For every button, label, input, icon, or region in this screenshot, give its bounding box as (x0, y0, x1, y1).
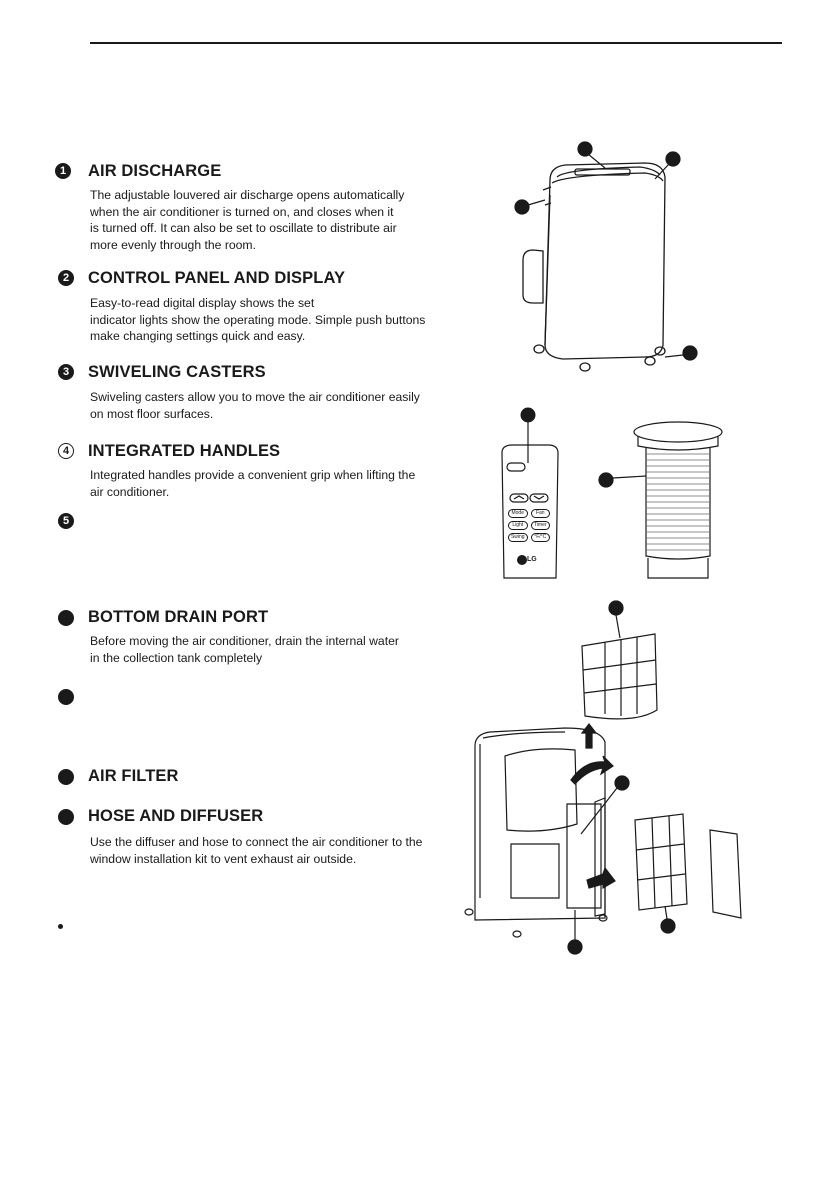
section-heading-integrated-handles: INTEGRATED HANDLES (88, 442, 281, 460)
exhaust-hose-illustration (590, 418, 730, 583)
section-body-integrated-handles (90, 467, 460, 500)
section-marker-2: 2 (58, 270, 74, 286)
bullet-dot (58, 924, 63, 929)
remote-button-grid (508, 509, 550, 542)
section-heading-air-discharge: AIR DISCHARGE (88, 162, 222, 180)
section-marker-5: 5 (58, 513, 74, 529)
remote-swing-button[interactable]: Swing (508, 533, 528, 542)
section-marker-1: 1 (55, 163, 71, 179)
body-line: The adjustable louvered air discharge opens automatically (90, 188, 405, 202)
body-line: when the air conditioner is turned on, and closes when it (90, 204, 394, 219)
body-line: window installation kit to vent exhaust air outside. (90, 851, 357, 866)
body-line: on most floor surfaces. (90, 406, 214, 421)
section-body-hose-and-diffuser (90, 834, 470, 867)
body-line: Before moving the air conditioner, drain the internal water (90, 634, 399, 648)
remote-brand-label: LG (527, 556, 537, 563)
section-body-swiveling-casters (90, 389, 460, 422)
body-line: more evenly through the room. (90, 237, 256, 252)
section-body-air-discharge (90, 187, 460, 253)
section-marker-9 (58, 809, 74, 825)
remote-fan-button[interactable]: Fan (531, 509, 551, 518)
body-line: make changing settings quick and easy. (90, 329, 306, 343)
section-heading-hose-and-diffuser: HOSE AND DIFFUSER (88, 807, 264, 825)
body-line: is turned off. It can also be set to oscillate to distribute air (90, 221, 397, 235)
section-heading-air-filter: AIR FILTER (88, 767, 179, 785)
section-marker-8 (58, 769, 74, 785)
remote-light-button[interactable]: Light (508, 521, 528, 530)
section-heading-swiveling-casters: SWIVELING CASTERS (88, 363, 266, 381)
body-line: air conditioner. (90, 484, 170, 499)
section-heading-bottom-drain-port: BOTTOM DRAIN PORT (88, 608, 269, 626)
air-conditioner-front-illustration (505, 135, 705, 380)
remote-unit-button[interactable]: °F/°C (531, 533, 551, 542)
body-line: Integrated handles provide a convenient grip when lifting the (90, 468, 416, 482)
section-marker-7 (58, 689, 74, 705)
section-marker-6 (58, 610, 74, 626)
section-body-control-panel (90, 295, 460, 345)
body-line: Easy-to-read digital display shows the set (90, 296, 315, 310)
top-rule (90, 42, 782, 44)
body-line: in the collection tank completely (90, 650, 263, 665)
body-line: Use the diffuser and hose to connect the air conditioner to the (90, 835, 423, 849)
section-body-bottom-drain-port (90, 633, 460, 666)
section-heading-control-panel: CONTROL PANEL AND DISPLAY (88, 269, 346, 287)
air-conditioner-rear-illustration (455, 598, 775, 958)
body-line: Swiveling casters allow you to move the air conditioner easily (90, 390, 420, 404)
section-marker-3: 3 (58, 364, 74, 380)
remote-mode-button[interactable]: Mode (508, 509, 528, 518)
remote-timer-button[interactable]: Timer (531, 521, 551, 530)
section-marker-4: 4 (58, 443, 74, 459)
body-line: indicator lights show the operating mode. Simple push buttons (90, 312, 426, 327)
